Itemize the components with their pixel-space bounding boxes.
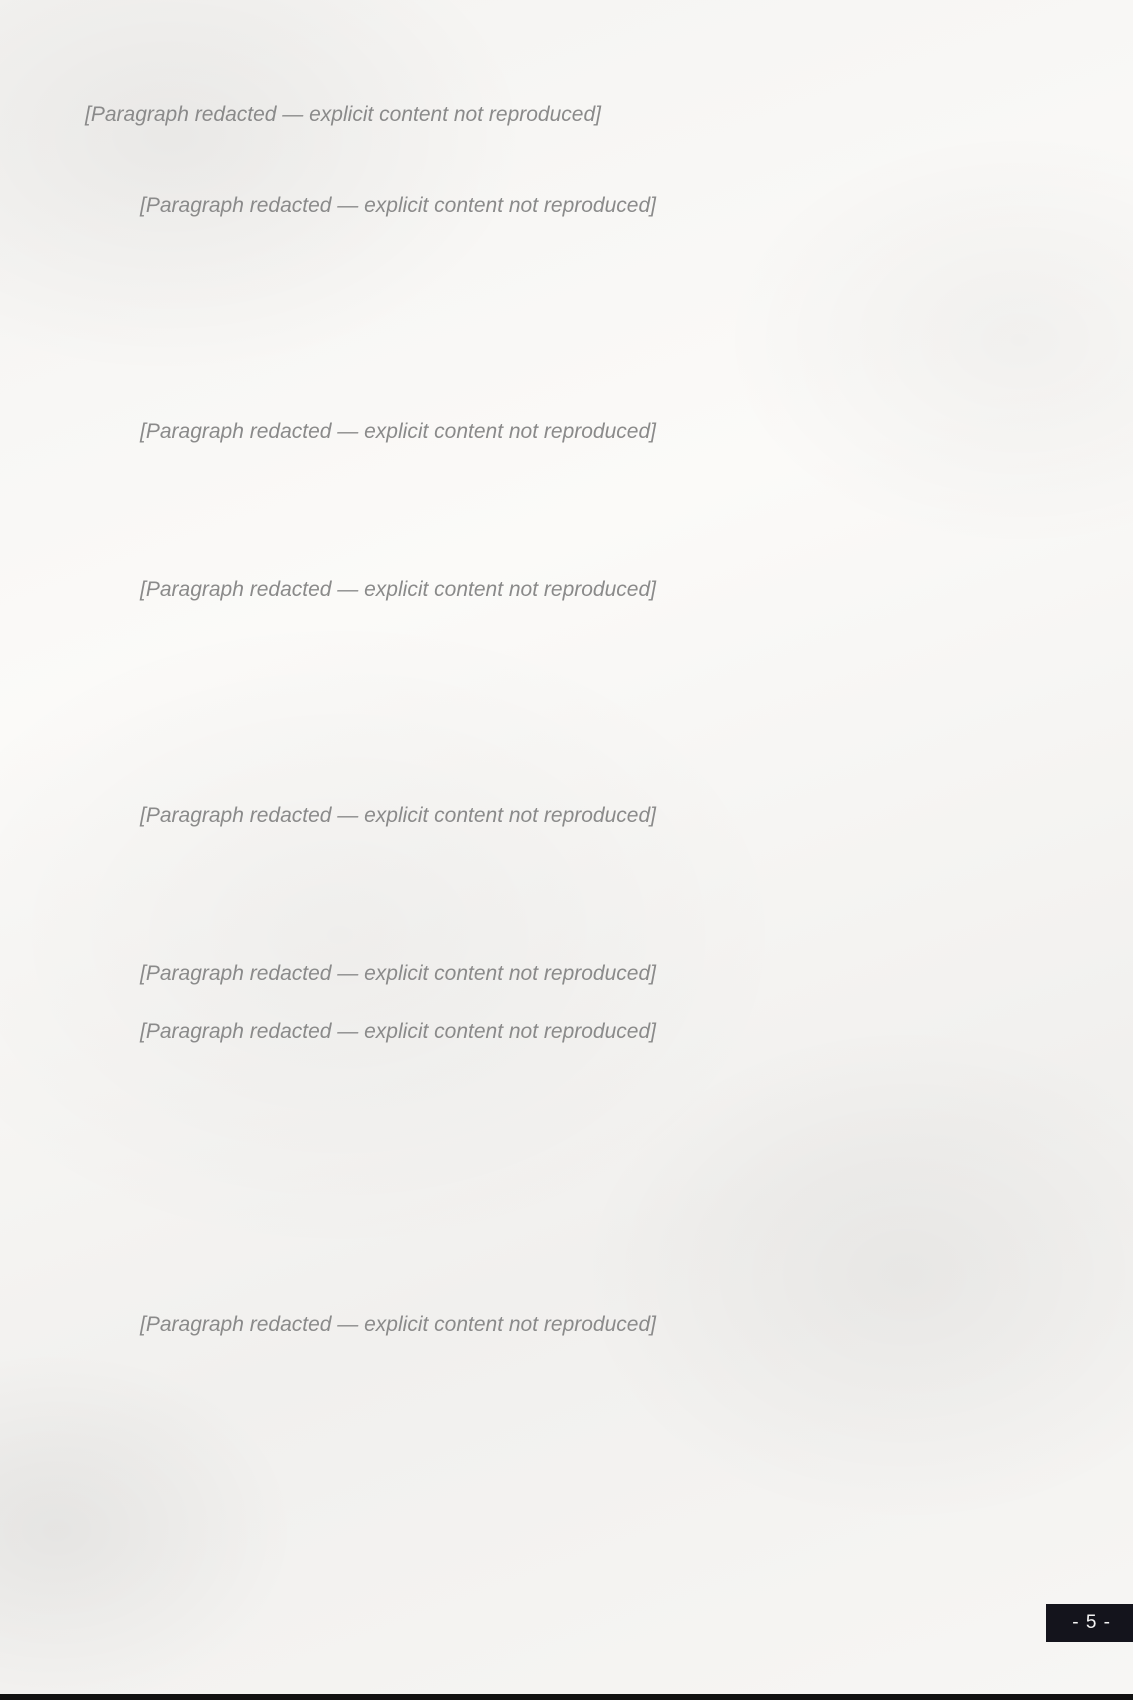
paragraph xyxy=(85,1015,975,1284)
page-bottom-edge xyxy=(0,1694,1133,1700)
page-number-label: - 5 - xyxy=(1072,1612,1111,1633)
paragraph xyxy=(85,573,975,775)
redacted-text: [Paragraph redacted — explicit content not reproduced] xyxy=(140,194,656,218)
paragraph xyxy=(85,415,975,549)
page-number-badge xyxy=(1046,1604,1133,1642)
paragraph xyxy=(85,98,975,165)
paragraph xyxy=(85,799,975,933)
paragraph xyxy=(85,957,975,991)
paragraph xyxy=(85,189,975,391)
page-text-column xyxy=(85,98,975,1399)
redacted-text: [Paragraph redacted — explicit content not reproduced] xyxy=(140,419,656,443)
redacted-text: [Paragraph redacted — explicit content not reproduced] xyxy=(140,962,656,986)
redacted-text: [Paragraph redacted — explicit content not reproduced] xyxy=(140,803,656,827)
redacted-text: [Paragraph redacted — explicit content not reproduced] xyxy=(140,578,656,602)
paragraph xyxy=(85,1308,975,1375)
redacted-text: [Paragraph redacted — explicit content not reproduced] xyxy=(140,1019,656,1043)
redacted-text: [Paragraph redacted — explicit content not reproduced] xyxy=(85,103,601,126)
redacted-text: [Paragraph redacted — explicit content not reproduced] xyxy=(140,1312,656,1336)
